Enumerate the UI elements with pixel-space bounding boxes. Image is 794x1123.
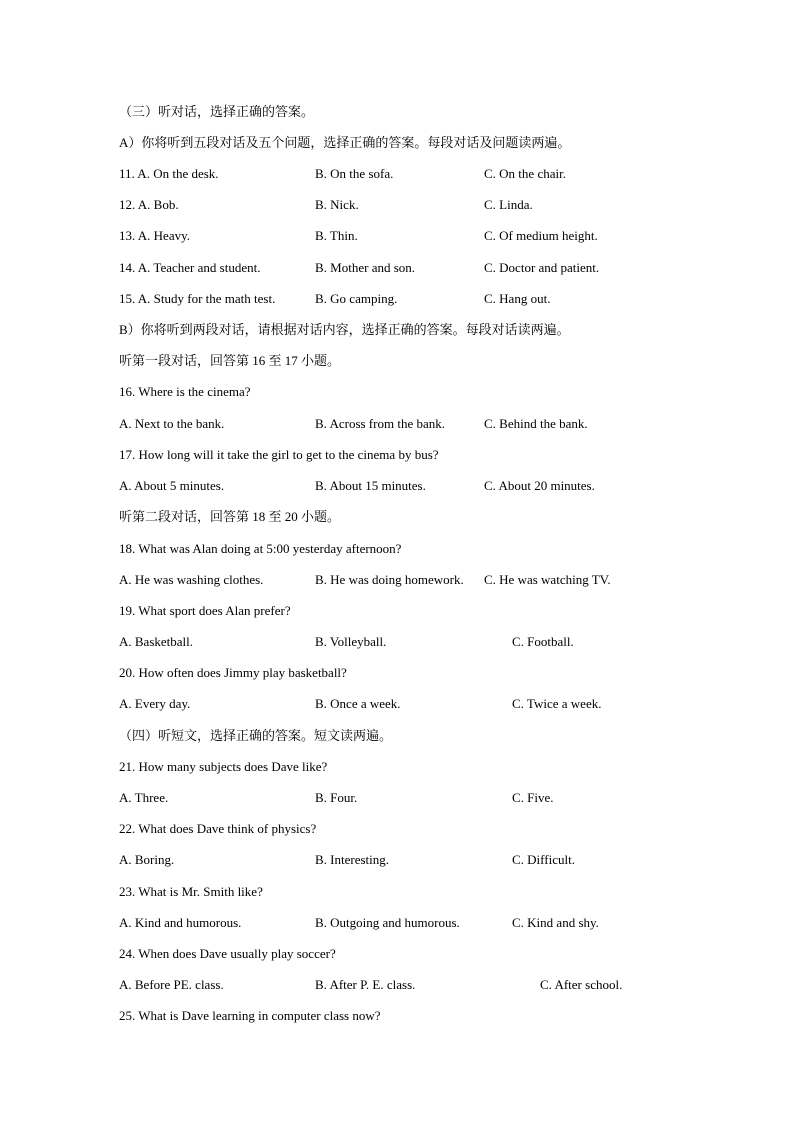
q19-question: 19. What sport does Alan prefer? bbox=[119, 603, 291, 618]
q18-option-b: B. He was doing homework. bbox=[315, 572, 464, 587]
q14-option-c: C. Doctor and patient. bbox=[484, 260, 600, 275]
q18-option-a: A. He was washing clothes. bbox=[119, 572, 264, 587]
q15-option-b: B. Go camping. bbox=[315, 291, 398, 306]
q23-option-c: C. Kind and shy. bbox=[512, 915, 599, 930]
part3-title: （三）听对话，选择正确的答案。 bbox=[119, 104, 315, 119]
q24-question: 24. When does Dave usually play soccer? bbox=[119, 946, 336, 961]
q16-question: 16. Where is the cinema? bbox=[119, 384, 251, 399]
partA-instructions: A）你将听到五段对话及五个问题，选择正确的答案。每段对话及问题读两遍。 bbox=[119, 135, 571, 150]
q18-question: 18. What was Alan doing at 5:00 yesterday afternoon? bbox=[119, 541, 402, 556]
q12-option-a: 12. A. Bob. bbox=[119, 197, 179, 212]
q16-option-c: C. Behind the bank. bbox=[484, 416, 588, 431]
q14-option-a: 14. A. Teacher and student. bbox=[119, 260, 261, 275]
q11-option-c: C. On the chair. bbox=[484, 166, 566, 181]
q22-option-c: C. Difficult. bbox=[512, 852, 575, 867]
q21-option-b: B. Four. bbox=[315, 790, 358, 805]
q15-option-c: C. Hang out. bbox=[484, 291, 551, 306]
q24-option-c: C. After school. bbox=[540, 977, 623, 992]
q14-option-b: B. Mother and son. bbox=[315, 260, 416, 275]
q12-option-b: B. Nick. bbox=[315, 197, 359, 212]
q19-option-c: C. Football. bbox=[512, 634, 574, 649]
q20-option-b: B. Once a week. bbox=[315, 696, 401, 711]
q17-option-b: B. About 15 minutes. bbox=[315, 478, 426, 493]
partB-instructions: B）你将听到两段对话，请根据对话内容，选择正确的答案。每段对话读两遍。 bbox=[119, 322, 570, 337]
q20-option-c: C. Twice a week. bbox=[512, 696, 602, 711]
q19-option-a: A. Basketball. bbox=[119, 634, 194, 649]
q15-option-a: 15. A. Study for the math test. bbox=[119, 291, 276, 306]
q22-option-b: B. Interesting. bbox=[315, 852, 390, 867]
q23-option-b: B. Outgoing and humorous. bbox=[315, 915, 460, 930]
q25-question: 25. What is Dave learning in computer class now? bbox=[119, 1008, 381, 1023]
q17-option-c: C. About 20 minutes. bbox=[484, 478, 595, 493]
q11-option-a: 11. A. On the desk. bbox=[119, 166, 219, 181]
q23-question: 23. What is Mr. Smith like? bbox=[119, 884, 263, 899]
q16-option-a: A. Next to the bank. bbox=[119, 416, 225, 431]
dialog2-instructions: 听第二段对话，回答第 18 至 20 小题。 bbox=[119, 509, 341, 524]
q17-option-a: A. About 5 minutes. bbox=[119, 478, 225, 493]
q21-option-a: A. Three. bbox=[119, 790, 169, 805]
q19-option-b: B. Volleyball. bbox=[315, 634, 387, 649]
dialog1-instructions: 听第一段对话，回答第 16 至 17 小题。 bbox=[119, 353, 341, 368]
q18-option-c: C. He was watching TV. bbox=[484, 572, 611, 587]
q24-option-a: A. Before PE. class. bbox=[119, 977, 224, 992]
q22-option-a: A. Boring. bbox=[119, 852, 175, 867]
q17-question: 17. How long will it take the girl to get to the cinema by bus? bbox=[119, 447, 439, 462]
q22-question: 22. What does Dave think of physics? bbox=[119, 821, 317, 836]
q23-option-a: A. Kind and humorous. bbox=[119, 915, 242, 930]
q13-option-b: B. Thin. bbox=[315, 228, 358, 243]
part4-title: （四）听短文，选择正确的答案。短文读两遍。 bbox=[119, 728, 393, 743]
q12-option-c: C. Linda. bbox=[484, 197, 533, 212]
q13-option-a: 13. A. Heavy. bbox=[119, 228, 191, 243]
q13-option-c: C. Of medium height. bbox=[484, 228, 598, 243]
q21-question: 21. How many subjects does Dave like? bbox=[119, 759, 328, 774]
q21-option-c: C. Five. bbox=[512, 790, 554, 805]
q11-option-b: B. On the sofa. bbox=[315, 166, 394, 181]
q16-option-b: B. Across from the bank. bbox=[315, 416, 445, 431]
q20-option-a: A. Every day. bbox=[119, 696, 191, 711]
q20-question: 20. How often does Jimmy play basketball? bbox=[119, 665, 347, 680]
q24-option-b: B. After P. E. class. bbox=[315, 977, 416, 992]
